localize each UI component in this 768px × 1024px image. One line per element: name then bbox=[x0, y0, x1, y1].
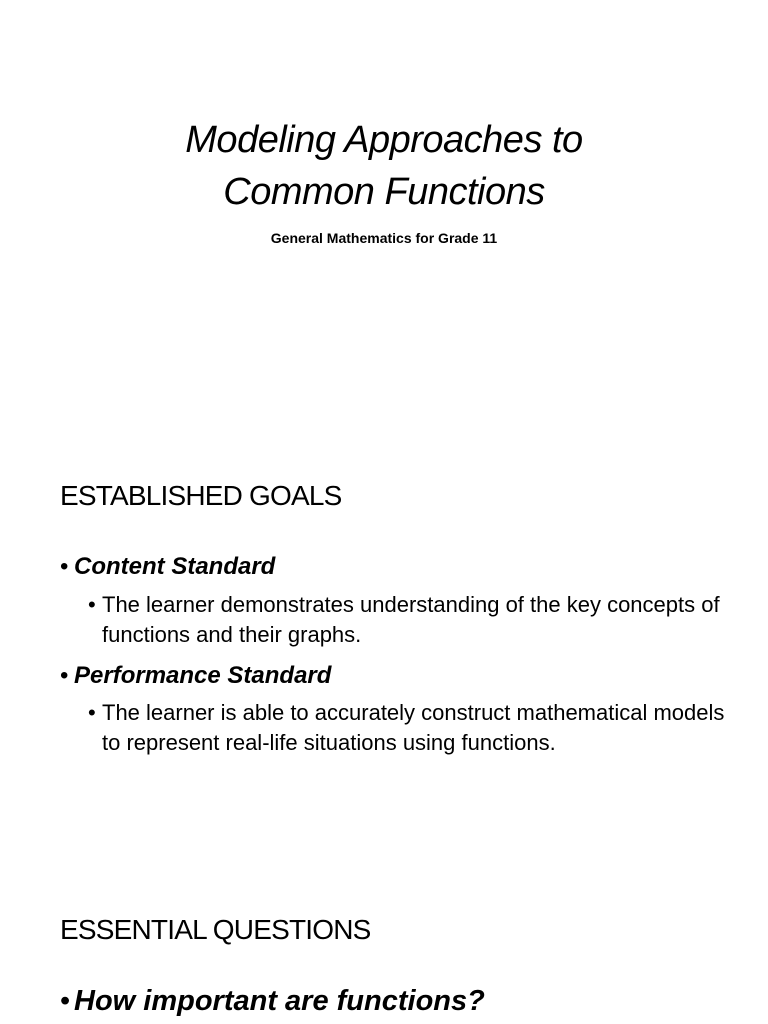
performance-standard-bullet bbox=[60, 660, 331, 692]
document-title bbox=[0, 114, 768, 218]
bullet-marker: • bbox=[60, 553, 69, 580]
bullet-marker: • bbox=[60, 662, 69, 689]
content-standard-label: Content Standard bbox=[74, 553, 276, 580]
document-subtitle: General Mathematics for Grade 11 bbox=[270, 230, 498, 246]
title-line-2: Common Functions bbox=[223, 171, 545, 213]
question-text: How important are functions? bbox=[74, 985, 485, 1017]
content-standard-detail bbox=[88, 590, 728, 650]
performance-standard-text: The learner is able to accurately construct mathematical models to represent real-life situations using functions. bbox=[102, 700, 725, 755]
bullet-marker: • bbox=[88, 700, 96, 725]
bullet-marker: • bbox=[60, 985, 71, 1017]
performance-standard-detail bbox=[88, 698, 728, 758]
title-line-1: Modeling Approaches to bbox=[185, 119, 583, 161]
content-standard-text: The learner demonstrates understanding of the key concepts of functions and their graphs. bbox=[102, 592, 720, 647]
content-standard-bullet bbox=[60, 551, 275, 583]
established-goals-heading: ESTABLISHED GOALS bbox=[60, 480, 342, 511]
performance-standard-label: Performance Standard bbox=[74, 662, 332, 689]
essential-questions-heading: ESSENTIAL QUESTIONS bbox=[60, 914, 371, 945]
question-bullet bbox=[60, 982, 485, 1020]
bullet-marker: • bbox=[88, 592, 96, 617]
